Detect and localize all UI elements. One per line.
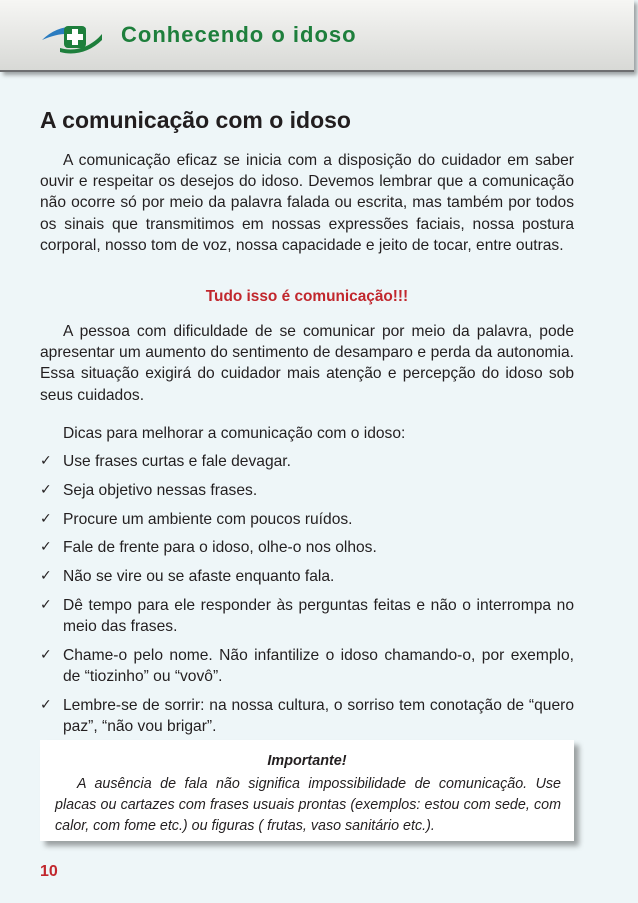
check-mark-icon: ✓ xyxy=(40,696,52,713)
check-mark-icon: ✓ xyxy=(40,646,52,663)
tip-text: Procure um ambiente com poucos ruídos. xyxy=(63,510,353,528)
list-item xyxy=(40,509,574,530)
check-mark-icon: ✓ xyxy=(40,596,52,613)
list-item xyxy=(40,451,574,472)
important-box-text: A ausência de fala não significa impossibilidade de comunicação. Use placas ou cartazes com frases usuais prontas (exemplos: estou com sede, com calor, com fome etc.) ou figuras ( frutas, vaso sanitário etc.). xyxy=(55,776,561,834)
paragraph-1: A comunicação eficaz se inicia com a disposição do cuidador em saber ouvir e respeitar os desejos do idoso. Devemos lembrar que a comunicação não ocorre só por meio da palavra falada ou escrita, mas também por todos os sinais que transmitimos em nossas expressões faciais, nossa postura corporal, nosso tom de voz, nossa capacidade e jeito de tocar, entre outras. xyxy=(40,152,574,254)
page-header xyxy=(0,0,634,72)
paragraph-2: A pessoa com dificuldade de se comunicar por meio da palavra, pode apresentar um aumento do sentimento de desamparo e perda da autonomia. Essa situação exigirá do cuidador mais atenção e percepção do idoso sob seus cuidados. xyxy=(40,323,574,404)
highlight-text: Tudo isso é comunicação!!! xyxy=(205,288,409,305)
list-item xyxy=(40,645,574,687)
header-title: Conhecendo o idoso xyxy=(121,22,357,47)
important-box xyxy=(40,740,574,841)
tip-text: Não se vire ou se afaste enquanto fala. xyxy=(63,568,335,586)
check-mark-icon: ✓ xyxy=(40,510,52,527)
list-item xyxy=(40,537,574,558)
check-mark-icon: ✓ xyxy=(40,453,52,469)
check-mark-icon: ✓ xyxy=(40,481,52,498)
tip-text: Fale de frente para o idoso, olhe-o nos olhos. xyxy=(63,539,377,557)
check-mark-icon: ✓ xyxy=(40,568,52,585)
list-item xyxy=(40,480,574,501)
tips-intro: Dicas para melhorar a comunicação com o idoso: xyxy=(63,425,406,442)
list-item xyxy=(40,595,574,637)
check-mark-icon: ✓ xyxy=(40,539,52,556)
important-box-title: Importante! xyxy=(267,753,347,769)
health-cross-logo-icon xyxy=(40,18,104,56)
page-number: 10 xyxy=(40,863,58,880)
page-title: A comunicação com o idoso xyxy=(40,107,351,133)
tip-text: Chame-o pelo nome. Não infantilize o idoso chamando-o, por exemplo, de “tiozinho” ou “vovô”. xyxy=(63,646,574,686)
list-item xyxy=(40,695,574,737)
tips-list xyxy=(40,451,574,745)
list-item xyxy=(40,566,574,587)
tip-text: Dê tempo para ele responder às perguntas feitas e não o interrompa no meio das frases. xyxy=(63,596,574,636)
tip-text: Use frases curtas e fale devagar. xyxy=(63,453,291,470)
tip-text: Lembre-se de sorrir: na nossa cultura, o sorriso tem conotação de “quero paz”, “não vou brigar”. xyxy=(63,696,574,736)
tip-text: Seja objetivo nessas frases. xyxy=(63,481,258,499)
